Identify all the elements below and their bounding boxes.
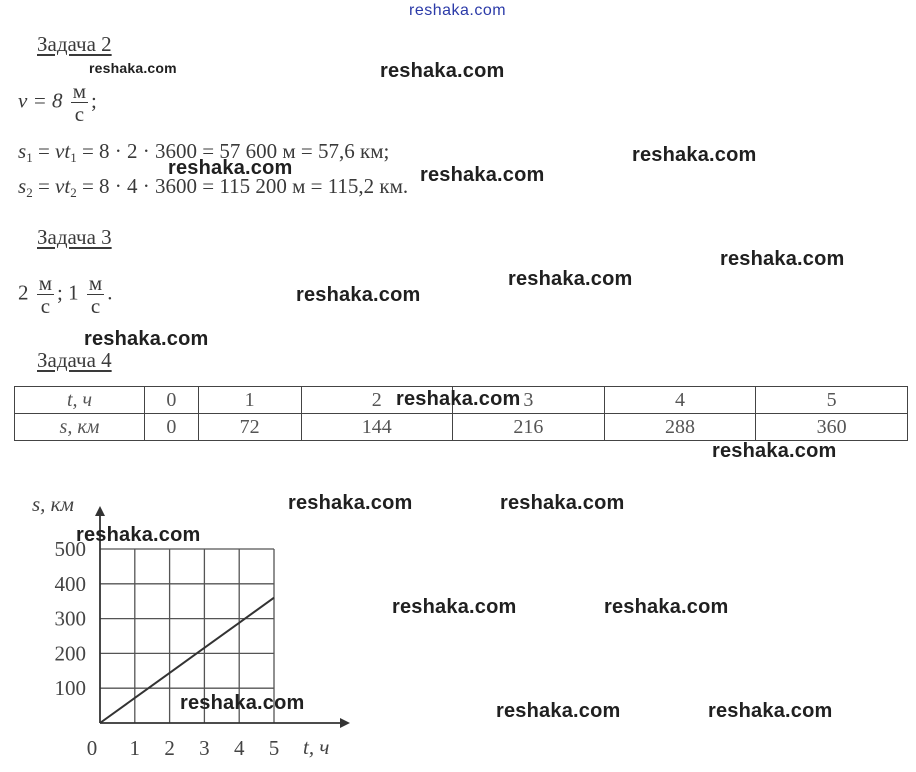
table-cell: 1: [198, 387, 301, 414]
row-label-time: t, ч: [15, 387, 145, 414]
velocity-tail: ;: [91, 88, 97, 113]
table-cell: 3: [453, 387, 605, 414]
task2-title: Задача 2: [37, 32, 112, 56]
watermark: reshaka.com: [500, 492, 625, 514]
s1-rhs: = 8 · 2 · 3600 = 57 600 м = 57,6 км;: [76, 139, 390, 163]
watermark: reshaka.com: [76, 524, 201, 546]
task2-s1-formula: $s_1 = vt_1 = 8 \cdot 2 \cdot 3600 = 57$ 600 м = 57,6 км;: [18, 139, 390, 165]
watermark: reshaka.com: [496, 700, 621, 722]
watermark: reshaka.com: [720, 248, 845, 270]
unit-denominator: с: [74, 102, 85, 126]
table-cell: 4: [604, 387, 756, 414]
watermark: reshaka.com: [296, 284, 421, 306]
table-cell: 72: [198, 414, 301, 441]
y-tick-label: 300: [54, 606, 86, 631]
table-cell: 216: [453, 414, 605, 441]
table-cell: 144: [301, 414, 453, 441]
unit-denominator: с: [90, 294, 101, 318]
watermark: reshaka.com: [396, 388, 521, 410]
table-cell: 0: [145, 387, 199, 414]
watermark: reshaka.com: [380, 60, 505, 82]
speed-value-1: 2: [18, 280, 29, 305]
watermark: reshaka.com: [89, 60, 177, 76]
unit-numerator: м: [88, 271, 103, 295]
y-axis-label: s, км: [32, 492, 74, 516]
unit-denominator: с: [40, 294, 51, 318]
watermark: reshaka.com: [420, 164, 545, 186]
y-tick-label: 100: [54, 676, 86, 701]
watermark: reshaka.com: [84, 328, 209, 350]
unit-numerator: м: [38, 271, 53, 295]
speed-separator: ; 1: [57, 280, 79, 305]
site-watermark-top: reshaka.com: [409, 2, 507, 19]
task4-title: Задача 4: [37, 348, 112, 372]
x-tick-label: 3: [199, 736, 210, 760]
watermark: reshaka.com: [604, 596, 729, 618]
watermark: reshaka.com: [392, 596, 517, 618]
x-axis-label: t, ч: [303, 735, 330, 759]
x-tick-label: 0: [86, 736, 98, 760]
table-cell: 2: [301, 387, 453, 414]
table-cell: 360: [756, 414, 908, 441]
watermark: reshaka.com: [508, 268, 633, 290]
watermark: reshaka.com: [708, 700, 833, 722]
watermark: reshaka.com: [288, 492, 413, 514]
task3-title: Задача 3: [37, 225, 112, 249]
speed-tail: .: [107, 280, 113, 305]
x-tick-label: 5: [268, 736, 280, 760]
watermark: reshaka.com: [168, 157, 293, 179]
x-tick-label: 1: [129, 736, 141, 760]
row-label-distance: s, км: [15, 414, 145, 441]
y-tick-label: 400: [54, 571, 86, 596]
table-cell: 5: [756, 387, 908, 414]
watermark: reshaka.com: [180, 692, 305, 714]
velocity-formula: v = 8: [18, 88, 63, 113]
y-tick-label: 200: [54, 641, 86, 666]
watermark: reshaka.com: [632, 144, 757, 166]
x-tick-label: 2: [164, 736, 175, 760]
table-cell: 0: [145, 414, 199, 441]
y-tick-label: 500: [54, 537, 86, 561]
x-tick-label: 4: [233, 736, 245, 760]
s2-rhs: = 8 · 4 · 3600 = 115 200 м = 115,2 км.: [76, 174, 409, 198]
table-cell: 288: [604, 414, 756, 441]
watermark: reshaka.com: [712, 440, 837, 462]
task2-s2-formula: $s_2 = vt_2 = 8 \cdot 4 \cdot 3600 = 115$ 200 м = 115,2 км.: [18, 174, 409, 200]
unit-numerator: м: [72, 79, 87, 103]
